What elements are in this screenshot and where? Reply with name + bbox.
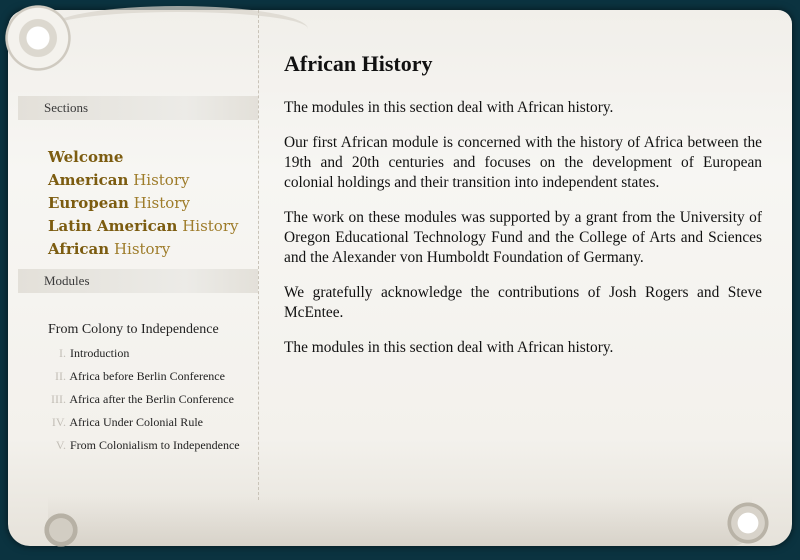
paragraph-funding: The work on these modules was supported by a grant from the University of Oregon Educational Technology Fund and the College of Arts and Sciences and the Alexander von Humboldt Foundation of Germany. [284,209,762,266]
paragraph-intro: The modules in this section deal with African history. [284,99,614,116]
nav-item-american-history[interactable]: American History [48,171,190,189]
paragraph-module-description: Our first African module is concerned with the history of Africa between the 19th and 20th centuries and focuses on the development of European colonial holdings and their transition into independent states. [284,134,762,191]
page-title: African History [284,51,433,76]
lesson-item[interactable]: V. From Colonialism to Independence [55,438,240,452]
paragraph-acknowledgements: We gratefully acknowledge the contributions of Josh Rogers and Steve McEntee. [284,284,762,321]
lesson-item[interactable]: II. Africa before Berlin Conference [55,369,225,383]
module-title-link[interactable]: From Colony to Independence [48,322,219,337]
scroll-curl-bottom-left-icon [36,500,86,560]
scroll-bottom-roll [48,496,752,546]
lesson-item[interactable]: I. Introduction [59,346,130,360]
parchment-scroll [8,10,792,546]
lesson-item[interactable]: IV. Africa Under Colonial Rule [51,415,203,429]
main-content [284,50,762,373]
nav-item-european-history[interactable]: European History [48,194,190,212]
lesson-list [48,346,240,461]
paragraph-outro: The modules in this section deal with African history. [284,339,614,356]
nav-item-welcome[interactable]: Welcome [48,148,124,166]
lesson-item[interactable]: III. Africa after the Berlin Conference [51,392,234,406]
modules-heading: Modules [18,269,258,293]
sections-heading: Sections [18,96,258,120]
nav-item-latin-american-history[interactable]: Latin American History [48,217,239,235]
scroll-curl-bottom-right-icon [718,488,778,558]
nav-item-african-history[interactable]: African History [48,240,171,258]
sections-nav [48,148,239,263]
